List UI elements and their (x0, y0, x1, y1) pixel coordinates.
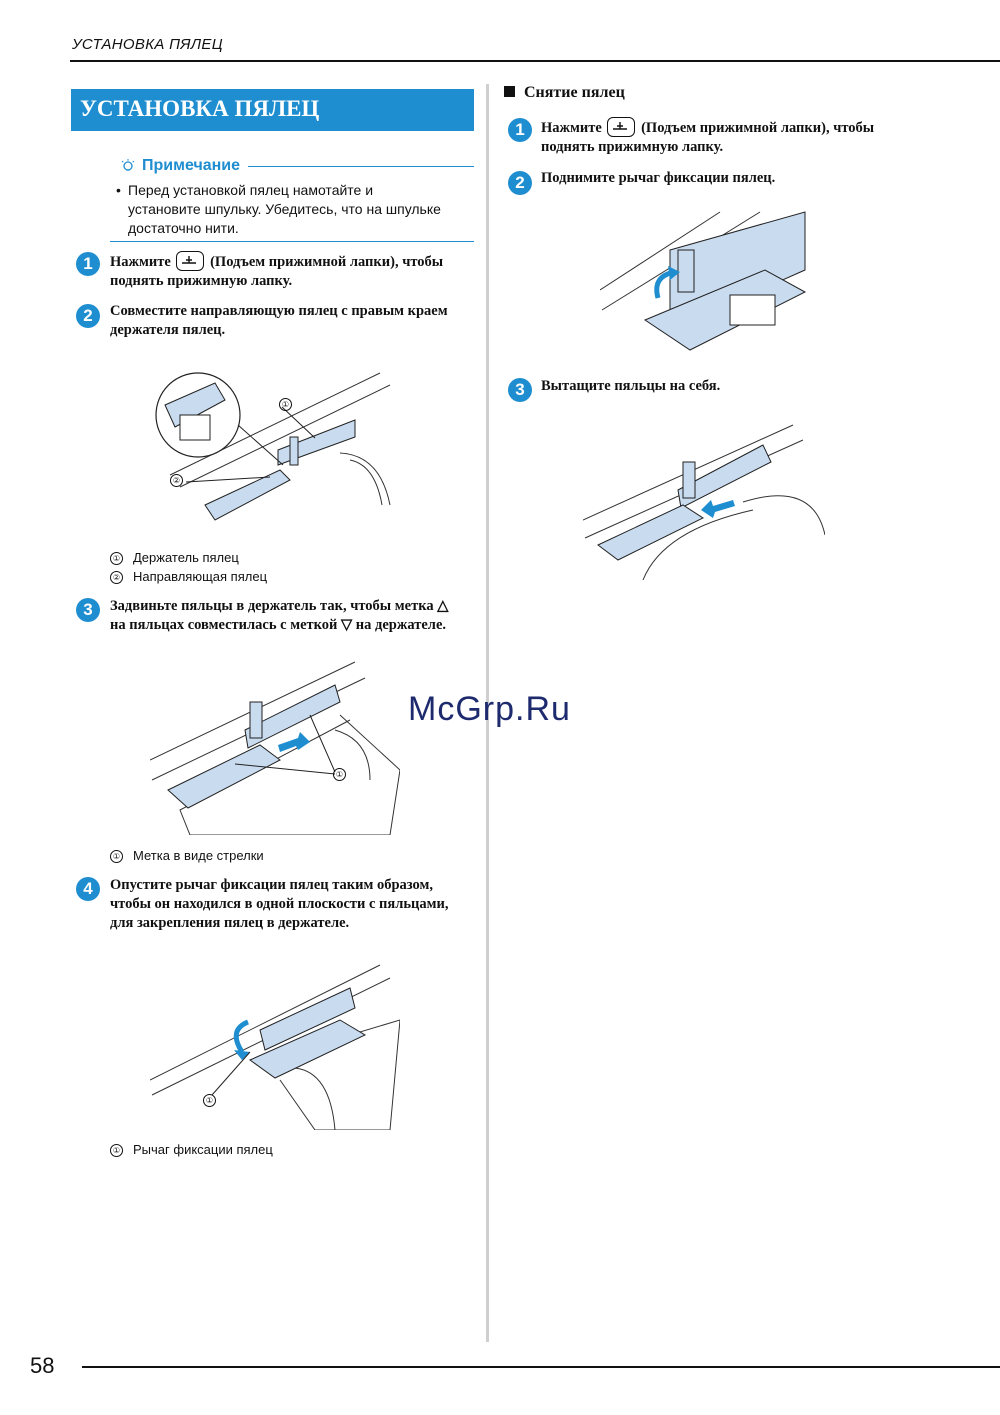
step-text-part: Вытащите пяльцы на себя. (541, 378, 721, 394)
step-text-part: Задвиньте пяльцы в держатель так, чтобы метка △ (110, 598, 449, 614)
running-head: УСТАНОВКА ПЯЛЕЦ (72, 36, 223, 53)
hoop-insert-illustration (150, 660, 400, 835)
step-text-part: на пяльцах совместилась с меткой ▽ на держателе. (110, 617, 447, 633)
watermark: McGrp.Ru (408, 690, 571, 728)
legend-item: ① Метка в виде стрелки (110, 848, 264, 863)
step-number: 2 (508, 171, 532, 195)
note-bottom-rule (110, 241, 474, 242)
removal-step-2-text (541, 169, 971, 188)
step-text-part: чтобы он находился в одной плоскости с пяльцами, (110, 896, 449, 912)
legend-item: ② Направляющая пялец (110, 569, 267, 584)
hoop-pull-out-illustration (583, 420, 825, 592)
callout-2: ② (170, 474, 183, 487)
presser-foot-lever-button-icon (607, 117, 635, 137)
step-number: 1 (76, 252, 100, 276)
note-box (116, 157, 474, 238)
step-number: 3 (76, 598, 100, 622)
lever-raise-illustration (600, 210, 810, 355)
step-4-text (110, 876, 480, 933)
removal-step-1-text (541, 117, 971, 157)
hoop-lock-lever-illustration (150, 960, 400, 1130)
step-1-text (110, 251, 480, 291)
hoop-guide-illustration (150, 365, 400, 525)
step-text-part: Нажмите (110, 254, 171, 270)
legend-item: ① Рычаг фиксации пялец (110, 1142, 273, 1157)
legend-item: ① Держатель пялец (110, 550, 239, 565)
step-text-part: Опустите рычаг фиксации пялец таким образом, (110, 877, 434, 893)
note-line: Перед установкой пялец намотайте и (128, 182, 374, 198)
step-number: 1 (508, 118, 532, 142)
step-text-part: (Подъем прижимной лапки), чтобы (210, 254, 444, 270)
step-text-part: поднять прижимную лапку. (541, 139, 724, 155)
step-text-part: Совместите направляющую пялец с правым краем (110, 303, 448, 319)
step-text-part: Поднимите рычаг фиксации пялец. (541, 170, 776, 186)
page-number: 58 (30, 1353, 55, 1378)
step-number: 4 (76, 877, 100, 901)
step-text-part: держателя пялец. (110, 322, 226, 338)
step-number: 3 (508, 378, 532, 402)
callout-1: ① (203, 1094, 216, 1107)
step-text-part: для закрепления пялец в держателе. (110, 915, 350, 931)
note-heading: Примечание (142, 157, 241, 174)
header-rule (70, 60, 1000, 62)
removal-section-title: Снятие пялец (504, 84, 625, 102)
removal-step-3-text (541, 377, 971, 396)
note-line: установите шпульку. Убедитесь, что на шпульке (128, 201, 441, 217)
presser-foot-lever-button-icon (176, 251, 204, 271)
step-text-part: (Подъем прижимной лапки), чтобы (641, 120, 875, 136)
lightbulb-icon (120, 158, 136, 174)
step-text-part: поднять прижимную лапку. (110, 273, 293, 289)
section-title: УСТАНОВКА ПЯЛЕЦ (80, 96, 320, 121)
step-text-part: Нажмите (541, 120, 602, 136)
step-2-text (110, 302, 480, 340)
square-bullet-icon (504, 86, 515, 97)
callout-1: ① (333, 768, 346, 781)
step-3-text (110, 597, 480, 635)
step-number: 2 (76, 304, 100, 328)
footer-rule (82, 1366, 1000, 1368)
callout-1: ① (279, 398, 292, 411)
note-line: достаточно нити. (128, 220, 239, 236)
note-bullet: • (116, 182, 121, 198)
